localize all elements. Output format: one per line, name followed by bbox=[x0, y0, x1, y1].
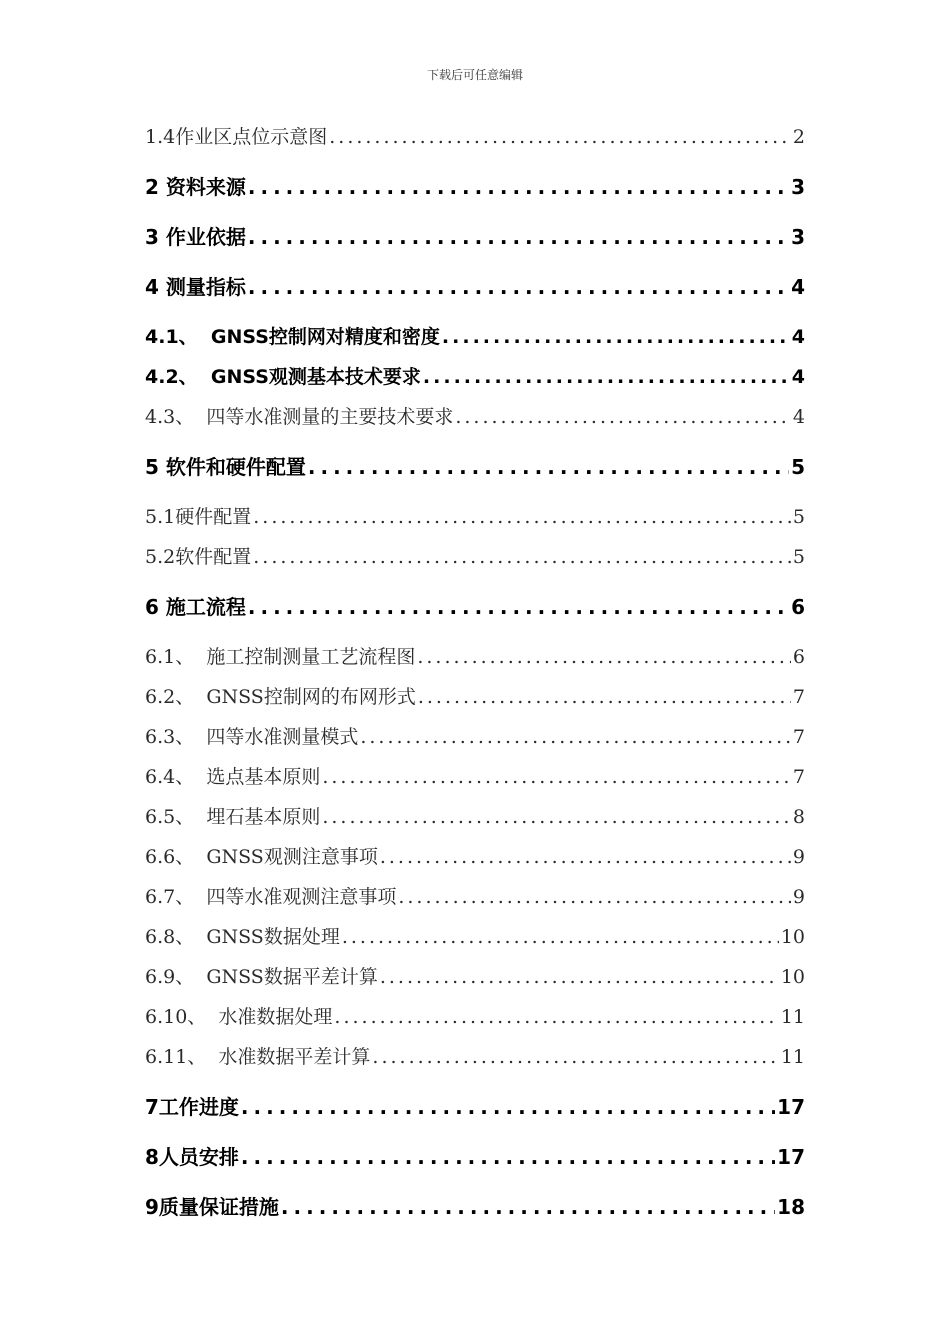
toc-entry-number: 6.10、 bbox=[145, 1006, 207, 1028]
toc-entry-title bbox=[145, 124, 327, 150]
toc-entry-title bbox=[145, 1144, 239, 1170]
toc-entry-separator bbox=[194, 766, 206, 788]
toc-dot-leader bbox=[329, 124, 791, 150]
toc-entry-number: 6.5、 bbox=[145, 806, 195, 828]
toc-dot-leader bbox=[248, 174, 789, 200]
toc-entry-title bbox=[145, 174, 246, 200]
toc-entry-title bbox=[145, 454, 306, 480]
toc-page-number: 11 bbox=[780, 1046, 805, 1068]
toc-entry-title bbox=[145, 324, 440, 350]
toc-entry[interactable] bbox=[145, 404, 805, 430]
toc-entry-title bbox=[145, 544, 251, 570]
toc-page-number: 5 bbox=[792, 506, 805, 528]
toc-entry-title bbox=[145, 1004, 332, 1030]
toc-page-number: 7 bbox=[792, 726, 805, 748]
toc-dot-leader bbox=[308, 454, 789, 480]
toc-entry[interactable] bbox=[145, 224, 805, 250]
toc-entry-label: 水准数据处理 bbox=[218, 1006, 333, 1028]
toc-entry-number: 8 bbox=[145, 1145, 159, 1169]
toc-entry-separator bbox=[159, 455, 166, 479]
toc-entry-label: 测量指标 bbox=[165, 275, 246, 299]
toc-entry-number: 6.8、 bbox=[145, 926, 195, 948]
toc-entry[interactable] bbox=[145, 364, 805, 390]
toc-entry-label: 硬件配置 bbox=[175, 506, 252, 528]
toc-dot-leader bbox=[241, 1144, 775, 1170]
toc-entry-separator bbox=[159, 175, 166, 199]
toc-entry-number: 6.6、 bbox=[145, 846, 195, 868]
toc-entry-number: 2 bbox=[145, 175, 159, 199]
toc-entry[interactable] bbox=[145, 1194, 805, 1220]
toc-dot-leader bbox=[423, 364, 790, 390]
toc-entry-label: GNSS数据处理 bbox=[206, 926, 340, 948]
toc-page-number: 6 bbox=[792, 646, 805, 668]
toc-entry-separator bbox=[194, 646, 206, 668]
toc-page-number: 2 bbox=[792, 126, 805, 148]
page-header-note: 下载后可任意编辑 bbox=[426, 68, 523, 82]
toc-entry[interactable] bbox=[145, 1044, 805, 1070]
toc-entry-label: 施工流程 bbox=[165, 595, 246, 619]
toc-entry[interactable] bbox=[145, 1004, 805, 1030]
toc-entry-title bbox=[145, 764, 320, 790]
toc-entry-title bbox=[145, 364, 421, 390]
toc-entry-number: 6.3、 bbox=[145, 726, 195, 748]
toc-entry-separator bbox=[194, 886, 206, 908]
toc-dot-leader bbox=[253, 504, 791, 530]
toc-entry-number: 6 bbox=[145, 595, 159, 619]
toc-entry-number: 5.2 bbox=[145, 546, 176, 568]
toc-entry[interactable] bbox=[145, 324, 805, 350]
toc-entry-separator bbox=[198, 366, 211, 388]
toc-entry-title bbox=[145, 684, 416, 710]
toc-entry[interactable] bbox=[145, 724, 805, 750]
toc-page-number: 3 bbox=[791, 175, 805, 199]
toc-dot-leader bbox=[455, 404, 791, 430]
toc-entry[interactable] bbox=[145, 274, 805, 300]
toc-entry[interactable] bbox=[145, 544, 805, 570]
toc-entry-number: 4.3、 bbox=[145, 406, 195, 428]
toc-page-number: 7 bbox=[792, 686, 805, 708]
toc-entry[interactable] bbox=[145, 684, 805, 710]
toc-entry[interactable] bbox=[145, 594, 805, 620]
toc-entry-label: 作业依据 bbox=[165, 225, 246, 249]
toc-entry-label: 人员安排 bbox=[158, 1145, 239, 1169]
toc-page-number: 17 bbox=[777, 1145, 805, 1169]
toc-entry-label: 作业区点位示意图 bbox=[175, 126, 328, 148]
toc-entry-number: 6.9、 bbox=[145, 966, 195, 988]
toc-page-number: 5 bbox=[792, 546, 805, 568]
toc-entry[interactable] bbox=[145, 504, 805, 530]
toc-entry-label: 四等水准观测注意事项 bbox=[206, 886, 397, 908]
toc-entry-label: 资料来源 bbox=[165, 175, 246, 199]
toc-entry-title bbox=[145, 1094, 239, 1120]
toc-entry-number: 9 bbox=[145, 1195, 159, 1219]
toc-dot-leader bbox=[418, 684, 791, 710]
toc-dot-leader bbox=[417, 644, 791, 670]
toc-entry[interactable] bbox=[145, 644, 805, 670]
toc-entry-separator bbox=[194, 726, 206, 748]
toc-entry-number: 5 bbox=[145, 455, 159, 479]
toc-entry-separator bbox=[206, 1046, 218, 1068]
toc-page-number: 11 bbox=[780, 1006, 805, 1028]
toc-dot-leader bbox=[342, 924, 779, 950]
toc-entry-label: 工作进度 bbox=[158, 1095, 239, 1119]
toc-entry-separator bbox=[194, 806, 206, 828]
toc-entry-number: 6.1、 bbox=[145, 646, 195, 668]
toc-entry-title bbox=[145, 644, 415, 670]
toc-entry-number: 6.11、 bbox=[145, 1046, 207, 1068]
toc-entry-title bbox=[145, 274, 246, 300]
toc-entry-number: 6.4、 bbox=[145, 766, 195, 788]
toc-entry-label: 水准数据平差计算 bbox=[218, 1046, 371, 1068]
toc-entry-separator bbox=[194, 406, 206, 428]
toc-entry-number: 4.2、 bbox=[145, 366, 198, 388]
toc-dot-leader bbox=[248, 224, 789, 250]
toc-entry-number: 4.1、 bbox=[145, 326, 198, 348]
toc-entry-label: 四等水准测量的主要技术要求 bbox=[206, 406, 454, 428]
toc-entry-separator bbox=[159, 275, 166, 299]
toc-page-number: 4 bbox=[791, 275, 805, 299]
toc-dot-leader bbox=[380, 844, 791, 870]
toc-entry-separator bbox=[159, 595, 166, 619]
toc-page-number: 8 bbox=[792, 806, 805, 828]
toc-page-number: 17 bbox=[777, 1095, 805, 1119]
toc-entry-separator bbox=[194, 686, 206, 708]
toc-entry-title bbox=[145, 224, 246, 250]
toc-dot-leader bbox=[248, 594, 789, 620]
toc-entry-separator bbox=[198, 326, 211, 348]
toc-page-number: 4 bbox=[792, 406, 805, 428]
toc-entry-title bbox=[145, 804, 320, 830]
toc-entry[interactable] bbox=[145, 454, 805, 480]
toc-entry-label: 施工控制测量工艺流程图 bbox=[206, 646, 416, 668]
toc-entry-separator bbox=[194, 846, 206, 868]
toc-entry-label: GNSS控制网对精度和密度 bbox=[210, 326, 440, 348]
toc-entry-separator bbox=[206, 1006, 218, 1028]
toc-entry-title bbox=[145, 924, 340, 950]
toc-dot-leader bbox=[398, 884, 791, 910]
toc-entry-separator bbox=[194, 966, 206, 988]
toc-dot-leader bbox=[380, 964, 779, 990]
toc-entry-number: 6.2、 bbox=[145, 686, 195, 708]
toc-dot-leader bbox=[372, 1044, 778, 1070]
toc-page-number: 9 bbox=[792, 886, 805, 908]
toc-entry-separator bbox=[159, 225, 166, 249]
toc-entry-label: 质量保证措施 bbox=[158, 1195, 279, 1219]
toc-dot-leader bbox=[442, 324, 790, 350]
toc-page-number: 3 bbox=[791, 225, 805, 249]
toc-entry-title bbox=[145, 594, 246, 620]
toc-entry[interactable] bbox=[145, 1144, 805, 1170]
toc-entry[interactable] bbox=[145, 924, 805, 950]
toc-entry-label: 四等水准测量模式 bbox=[206, 726, 359, 748]
toc-entry-title bbox=[145, 404, 453, 430]
toc-entry-title bbox=[145, 1194, 279, 1220]
toc-entry[interactable] bbox=[145, 964, 805, 990]
toc-page-number: 5 bbox=[791, 455, 805, 479]
toc-page-number: 9 bbox=[792, 846, 805, 868]
toc-dot-leader bbox=[248, 274, 789, 300]
toc-entry-number: 1.4 bbox=[145, 126, 176, 148]
toc-dot-leader bbox=[281, 1194, 775, 1220]
toc-page-number: 10 bbox=[780, 966, 805, 988]
toc-dot-leader bbox=[253, 544, 791, 570]
toc-dot-leader bbox=[322, 764, 791, 790]
toc-dot-leader bbox=[334, 1004, 778, 1030]
toc-entry-number: 6.7、 bbox=[145, 886, 195, 908]
toc-dot-leader bbox=[241, 1094, 775, 1120]
toc-page-number: 4 bbox=[791, 366, 805, 388]
toc-entry-label: GNSS观测基本技术要求 bbox=[210, 366, 421, 388]
toc-entry[interactable] bbox=[145, 804, 805, 830]
toc-entry-label: GNSS观测注意事项 bbox=[206, 846, 378, 868]
toc-entry-number: 7 bbox=[145, 1095, 159, 1119]
toc-page-number: 7 bbox=[792, 766, 805, 788]
toc-entry-title bbox=[145, 964, 378, 990]
toc-entry-number: 3 bbox=[145, 225, 159, 249]
toc-page-number: 4 bbox=[791, 326, 805, 348]
toc-entry-title bbox=[145, 504, 251, 530]
toc-entry-number: 5.1 bbox=[145, 506, 176, 528]
toc-entry-label: GNSS数据平差计算 bbox=[206, 966, 378, 988]
toc-page-number: 6 bbox=[791, 595, 805, 619]
toc-entry-number: 4 bbox=[145, 275, 159, 299]
toc-page-number: 18 bbox=[777, 1195, 805, 1219]
toc-entry-label: 软件配置 bbox=[175, 546, 252, 568]
toc-entry[interactable] bbox=[145, 844, 805, 870]
toc-entry-title bbox=[145, 724, 358, 750]
toc-entry[interactable] bbox=[145, 764, 805, 790]
toc-entry-title bbox=[145, 1044, 370, 1070]
toc-page-number: 10 bbox=[780, 926, 805, 948]
toc-entry[interactable] bbox=[145, 884, 805, 910]
toc-entry-title bbox=[145, 844, 378, 870]
toc-dot-leader bbox=[322, 804, 791, 830]
toc-entry-label: 埋石基本原则 bbox=[206, 806, 321, 828]
toc-entry-label: GNSS控制网的布网形式 bbox=[206, 686, 416, 708]
toc-entry-separator bbox=[194, 926, 206, 948]
toc-entry-title bbox=[145, 884, 396, 910]
toc-entry-label: 软件和硬件配置 bbox=[165, 455, 306, 479]
toc-entry[interactable] bbox=[145, 174, 805, 200]
toc-entry[interactable] bbox=[145, 1094, 805, 1120]
toc-entry-label: 选点基本原则 bbox=[206, 766, 321, 788]
toc-dot-leader bbox=[360, 724, 791, 750]
toc-entry[interactable] bbox=[145, 124, 805, 150]
